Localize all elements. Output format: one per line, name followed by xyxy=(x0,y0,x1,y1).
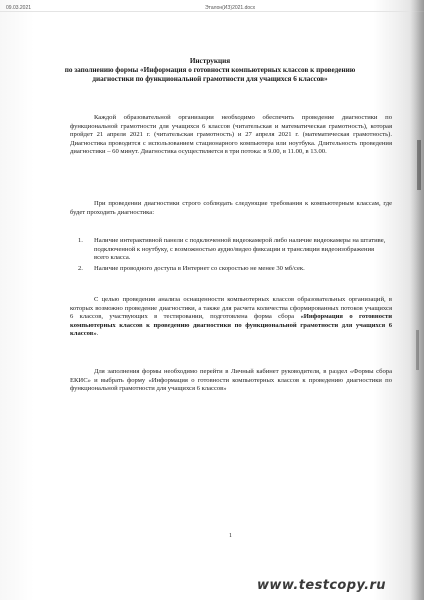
document-title xyxy=(60,57,360,83)
header-filename: Эталон(ИЗ)2021.docx xyxy=(205,5,256,11)
list-item-number: 2. xyxy=(78,264,83,272)
list-item-number: 1. xyxy=(78,237,83,244)
paragraph-1: Каждой образовательной организации необходимо обеспечить проведение диагностики по функциональной грамотности для учащихся 6 классов (читательская и математическая грамотность), которая пройдет 21 апреля 2021 г. (читательская грамотность) и 27 апреля 2021 г. (математическая грамотность). Диагностика проводится с использованием стационарного компьютера или ноутбука. Длительность проведения диагностики – 60 минут. Диагностика осуществляется в три потока: в 9.00, в 11.00, в 13.00. xyxy=(70,114,392,156)
list-item xyxy=(78,237,390,263)
scan-edge-mark xyxy=(417,140,421,190)
header-rule xyxy=(0,11,424,12)
requirements-list xyxy=(78,237,390,275)
paragraph-3-bold-form-name: «Информация о готовности компьютерных классов к проведению диагностики по функциональной грамотности для учащихся 6 классов» xyxy=(70,313,392,338)
paragraph-4: Для заполнения формы необходимо перейти в Личный кабинет руководителя, в раздел «Формы сбора ЕКИС» и выбрать форму «Информация о готовности компьютерных классов к проведению диагностики по функциональной грамотности для учащихся 6 классов» xyxy=(70,368,392,393)
title-line-2: по заполнению формы «Информация о готовности компьютерных классов к проведению диагностики по функциональной грамотности для учащихся 6 классов» xyxy=(64,65,356,83)
watermark: www.testcopy.ru xyxy=(257,578,386,593)
paragraph-3-text: С целью проведения анализа оснащенности компьютерных классов образовательных организаций, в которых возможно проведение диагностики, а также для расчета количества сформированных потоков учащихся 6 классов, участвующих в тестировании, подготовлена форма сбора xyxy=(70,296,392,321)
scan-edge-mark xyxy=(416,330,419,370)
title-line-1: Инструкция xyxy=(189,57,231,65)
paragraph-2: При проведении диагностики строго соблюдать следующие требования к компьютерным классам, где будет проходить диагностика: xyxy=(70,200,392,216)
paragraph-3-end: . xyxy=(96,330,99,338)
paragraph-3 xyxy=(70,296,392,339)
list-item xyxy=(78,265,390,274)
page-number: 1 xyxy=(229,533,232,539)
scan-edge-shadow xyxy=(410,0,424,600)
list-item-text: Наличие проводного доступа в Интернет со скоростью не менее 30 мб/сек. xyxy=(94,264,305,272)
list-item-text: Наличие интерактивной панели с подключенной видеокамерой либо наличие видеокамеры на штативе, подключенной к ноутбуку, с возможностью аудио/видео фиксации и трансляции видеоизображения всего класса. xyxy=(94,237,386,262)
header-date: 09.03.2021 xyxy=(6,5,32,11)
